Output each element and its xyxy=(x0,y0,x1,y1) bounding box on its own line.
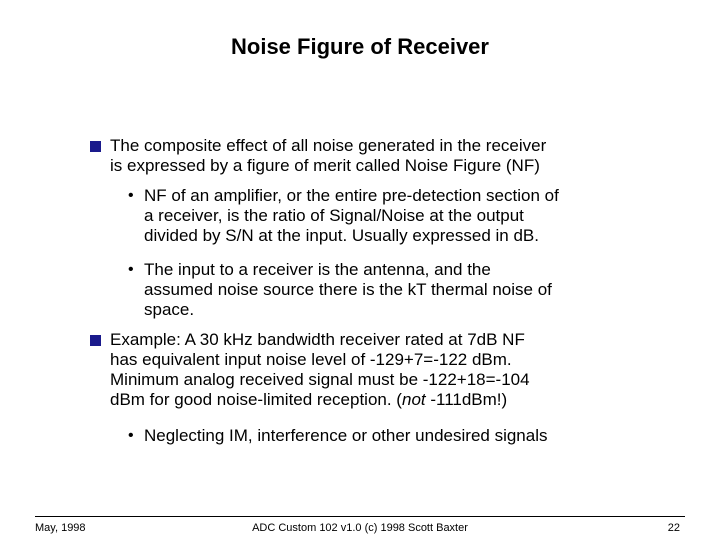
bullet-line: is expressed by a figure of merit called Noise Figure (NF) xyxy=(110,156,540,175)
bullet-line: The input to a receiver is the antenna, and the xyxy=(144,260,491,279)
bullet-composite-effect xyxy=(90,136,690,176)
slide-title: Noise Figure of Receiver xyxy=(231,34,489,59)
footer-page-number: 22 xyxy=(667,522,680,534)
sub-bullet-nf-definition xyxy=(128,186,688,246)
dot-bullet-icon: • xyxy=(128,187,134,204)
bullet-line: has equivalent input noise level of -129+7=-122 dBm. xyxy=(110,350,512,369)
bullet-line: space. xyxy=(144,300,195,319)
bullet-example xyxy=(90,330,690,410)
footer-divider xyxy=(35,516,685,517)
bullet-line-part: dBm for good noise-limited reception. ( xyxy=(110,390,402,409)
bullet-line: Example: A 30 kHz bandwidth receiver rated at 7dB NF xyxy=(110,330,525,349)
footer-date: May, 1998 xyxy=(35,522,86,534)
bullet-text xyxy=(90,330,690,410)
bullet-line: Minimum analog received signal must be -122+18=-104 xyxy=(110,370,530,389)
bullet-text xyxy=(128,426,688,446)
bullet-text xyxy=(128,260,688,320)
bullet-line-part: -111dBm!) xyxy=(425,390,508,409)
bullet-line: Neglecting IM, interference or other undesired signals xyxy=(144,426,548,445)
bullet-line: The composite effect of all noise generated in the receiver xyxy=(110,136,547,155)
sub-bullet-neglecting xyxy=(128,426,688,446)
square-bullet-icon xyxy=(90,141,101,152)
bullet-line: divided by S/N at the input. Usually expressed in dB. xyxy=(144,226,539,245)
bullet-line: a receiver, is the ratio of Signal/Noise at the output xyxy=(144,206,524,225)
bullet-text xyxy=(90,136,690,176)
dot-bullet-icon: • xyxy=(128,261,134,278)
bullet-text xyxy=(128,186,688,246)
sub-bullet-antenna-input xyxy=(128,260,688,320)
dot-bullet-icon: • xyxy=(128,427,134,444)
bullet-line: NF of an amplifier, or the entire pre-detection section of xyxy=(144,186,559,205)
footer-copyright: ADC Custom 102 v1.0 (c) 1998 Scott Baxter xyxy=(252,522,468,534)
bullet-line: assumed noise source there is the kT thermal noise of xyxy=(144,280,552,299)
square-bullet-icon xyxy=(90,335,101,346)
bullet-line xyxy=(110,390,690,410)
emphasis-text: not xyxy=(401,390,426,409)
